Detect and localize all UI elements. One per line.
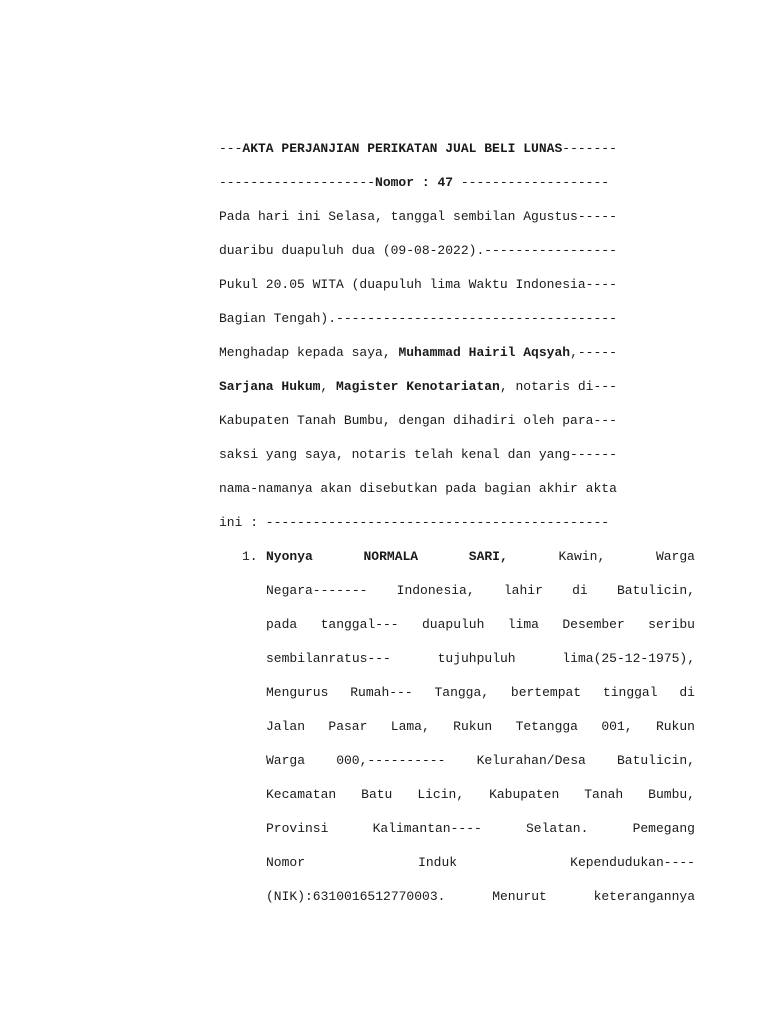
party-1-word: bertempat (510, 685, 582, 700)
party-1-word: Provinsi (266, 821, 329, 836)
party-1-word: Menurut (492, 889, 547, 904)
number-dash-right: ------------------- (453, 175, 610, 190)
party-1-word: Indonesia, (396, 583, 475, 598)
intro-line-5-pre: Menghadap kepada saya, (219, 345, 399, 360)
party-1-word: 000,---------- (336, 753, 446, 768)
deed-number: Nomor : 47 (375, 175, 454, 190)
party-1-word: di (572, 583, 588, 598)
party-1-word: di (679, 685, 695, 700)
party-1-line (266, 719, 695, 735)
party-1-word: Kabupaten (489, 787, 560, 802)
party-1-line (266, 821, 695, 837)
intro-line-1: Pada hari ini Selasa, tanggal sembilan Agustus----- (219, 209, 617, 224)
party-1-word: Nyonya (266, 549, 313, 564)
party-1-word: Nomor (266, 855, 306, 870)
party-1-word: 001, (601, 719, 633, 734)
party-1-word: NORMALA (363, 549, 419, 564)
party-1-word: Mengurus (266, 685, 329, 700)
party-1-word: Warga (655, 549, 695, 564)
intro-line-5 (219, 345, 693, 361)
party-1-word: Pasar (328, 719, 368, 734)
party-1-word: Rukun (453, 719, 493, 734)
intro-line-9: nama-namanya akan disebutkan pada bagian akhir akta (219, 481, 617, 496)
party-1-number: 1. (242, 549, 258, 564)
intro-line-8: saksi yang saya, notaris telah kenal dan yang------ (219, 447, 617, 462)
intro-line-6 (219, 379, 693, 395)
party-1-word: Rumah--- (350, 685, 413, 700)
party-1-word: Kalimantan---- (372, 821, 482, 836)
party-1-word: tanggal--- (320, 617, 399, 632)
party-1-word: Rukun (655, 719, 695, 734)
party-1-word: lima (507, 617, 539, 632)
party-1-word: Tangga, (434, 685, 490, 700)
notary-degree-1: Sarjana Hukum (219, 379, 321, 394)
intro-line-3: Pukul 20.05 WITA (duapuluh lima Waktu Indonesia---- (219, 277, 617, 292)
party-1-word: Tanah (584, 787, 624, 802)
deed-title: AKTA PERJANJIAN PERIKATAN JUAL BELI LUNAS (242, 141, 563, 156)
intro-line-7: Kabupaten Tanah Bumbu, dengan dihadiri oleh para--- (219, 413, 617, 428)
party-1-word: Lama, (390, 719, 430, 734)
number-dash-left: -------------------- (219, 175, 376, 190)
party-1-word: Kelurahan/Desa (476, 753, 586, 768)
party-1-word: Pemegang (632, 821, 695, 836)
party-1-word: Batulicin, (616, 583, 695, 598)
party-1-line (266, 617, 695, 633)
party-1-word: SARI, (468, 549, 508, 564)
party-1-word: sembilanratus--- (266, 651, 391, 666)
party-1-line (266, 583, 695, 599)
party-1-word: pada (266, 617, 298, 632)
party-1-word: Kawin, (558, 549, 606, 564)
party-1-word: duapuluh (421, 617, 485, 632)
party-1-word: Tetangga (515, 719, 578, 734)
notary-name: Muhammad Hairil Aqsyah (398, 345, 571, 360)
degree-separator: , (320, 379, 337, 394)
party-1-word: lahir (503, 583, 543, 598)
party-1-word: Kependudukan---- (570, 855, 695, 870)
party-1-line (266, 889, 695, 905)
party-1-word: tujuhpuluh (437, 651, 516, 666)
intro-line-4: Bagian Tengah).------------------------------------ (219, 311, 617, 326)
party-1-line (266, 549, 695, 565)
title-dash-right: ------- (562, 141, 617, 156)
party-1-word: Jalan (266, 719, 306, 734)
party-1-word: Warga (266, 753, 306, 768)
party-1-word: tinggal (602, 685, 658, 700)
party-1-word: Licin, (417, 787, 465, 802)
title-dash-left: --- (219, 141, 243, 156)
party-1-word: seribu (648, 617, 695, 632)
party-1-word: Kecamatan (266, 787, 337, 802)
intro-line-6-post: , notaris di--- (499, 379, 617, 394)
party-1-word: (NIK):6310016512770003. (266, 889, 446, 904)
intro-line-10: ini : -------------------------------------------- (219, 515, 610, 530)
intro-line-2: duaribu duapuluh dua (09-08-2022).----------------- (219, 243, 617, 258)
party-1-line (266, 685, 695, 701)
party-1-word: Induk (418, 855, 458, 870)
party-1-word: Desember (562, 617, 625, 632)
party-1-word: keterangannya (593, 889, 695, 904)
intro-line-5-post: ,----- (570, 345, 617, 360)
party-1-word: Negara------- (266, 583, 368, 598)
deed-title-line (219, 141, 693, 157)
party-1-line (266, 787, 695, 803)
party-1-word: lima(25-12-1975), (562, 651, 695, 666)
deed-number-line (219, 175, 693, 191)
party-1-line (266, 855, 695, 871)
party-1-word: Bumbu, (648, 787, 695, 802)
notary-degree-2: Magister Kenotariatan (336, 379, 500, 394)
party-1-line (266, 753, 695, 769)
party-1-word: Batulicin, (616, 753, 695, 768)
party-1-word: Selatan. (525, 821, 589, 836)
party-1-word: Batu (361, 787, 393, 802)
party-1-line (266, 651, 695, 667)
